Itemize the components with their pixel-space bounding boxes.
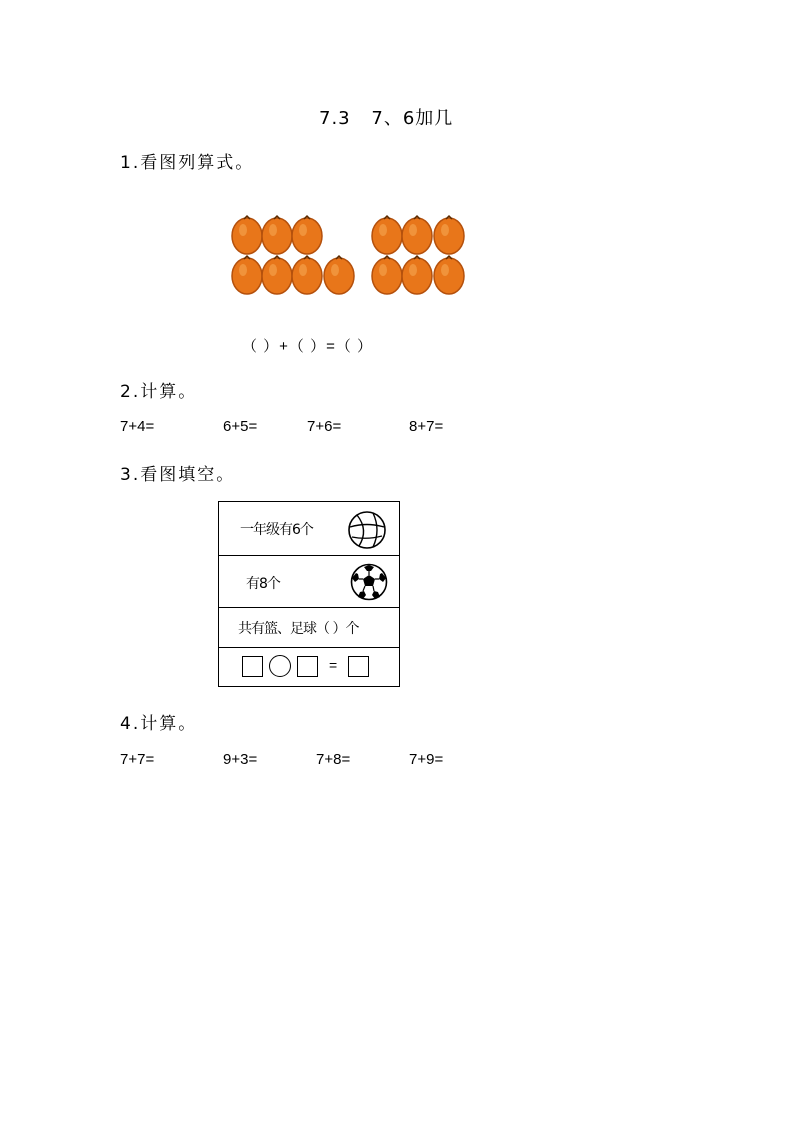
orange-right-4	[372, 256, 402, 294]
fruit-picture	[224, 203, 474, 311]
soccer-count-text: 有8个	[246, 576, 280, 592]
oranges-illustration	[224, 203, 474, 311]
q2-problem-4: 8+7=	[409, 418, 444, 435]
q2-problem-2: 6+5=	[223, 418, 258, 435]
orange-left-5	[262, 256, 292, 294]
question-3-heading: 3.看图填空。	[120, 465, 236, 485]
basketball-icon	[347, 510, 387, 550]
answer-box-1[interactable]	[242, 656, 263, 677]
orange-left-6	[292, 256, 322, 294]
question-1-heading: 1.看图列算式。	[120, 153, 255, 173]
section-number: 7.3	[319, 108, 351, 129]
operator-circle[interactable]	[269, 655, 291, 677]
orange-right-1	[372, 216, 402, 254]
page-title	[319, 104, 453, 130]
table-row-basketball	[219, 502, 399, 556]
q2-problem-1: 7+4=	[120, 418, 155, 435]
orange-right-3	[434, 216, 464, 254]
question-4-heading: 4.计算。	[120, 714, 198, 734]
orange-left-4	[232, 256, 262, 294]
q2-problem-3: 7+6=	[307, 418, 342, 435]
ball-table	[218, 501, 400, 687]
equals-sign: =	[329, 657, 337, 673]
table-row-soccer	[219, 556, 399, 608]
q4-problem-4: 7+9=	[409, 751, 444, 768]
q4-problem-1: 7+7=	[120, 751, 155, 768]
table-row-total	[219, 608, 399, 648]
answer-box-3[interactable]	[348, 656, 369, 677]
answer-box-2[interactable]	[297, 656, 318, 677]
table-row-equation	[219, 648, 399, 686]
orange-right-2	[402, 216, 432, 254]
q4-problem-2: 9+3=	[223, 751, 258, 768]
basketball-count-text: 一年级有6个	[240, 522, 313, 538]
orange-left-2	[262, 216, 292, 254]
section-topic: 7、6加几	[371, 108, 454, 129]
total-question-text: 共有篮、足球（ ）个	[238, 621, 359, 637]
question-2-heading: 2.计算。	[120, 382, 198, 402]
orange-right-6	[434, 256, 464, 294]
orange-left-7	[324, 256, 354, 294]
soccer-ball-icon	[349, 562, 389, 602]
orange-right-5	[402, 256, 432, 294]
q4-problem-3: 7+8=	[316, 751, 351, 768]
orange-left-3	[292, 216, 322, 254]
orange-left-1	[232, 216, 262, 254]
addition-fill-formula: （ ）+（ ）=（ ）	[242, 338, 374, 355]
